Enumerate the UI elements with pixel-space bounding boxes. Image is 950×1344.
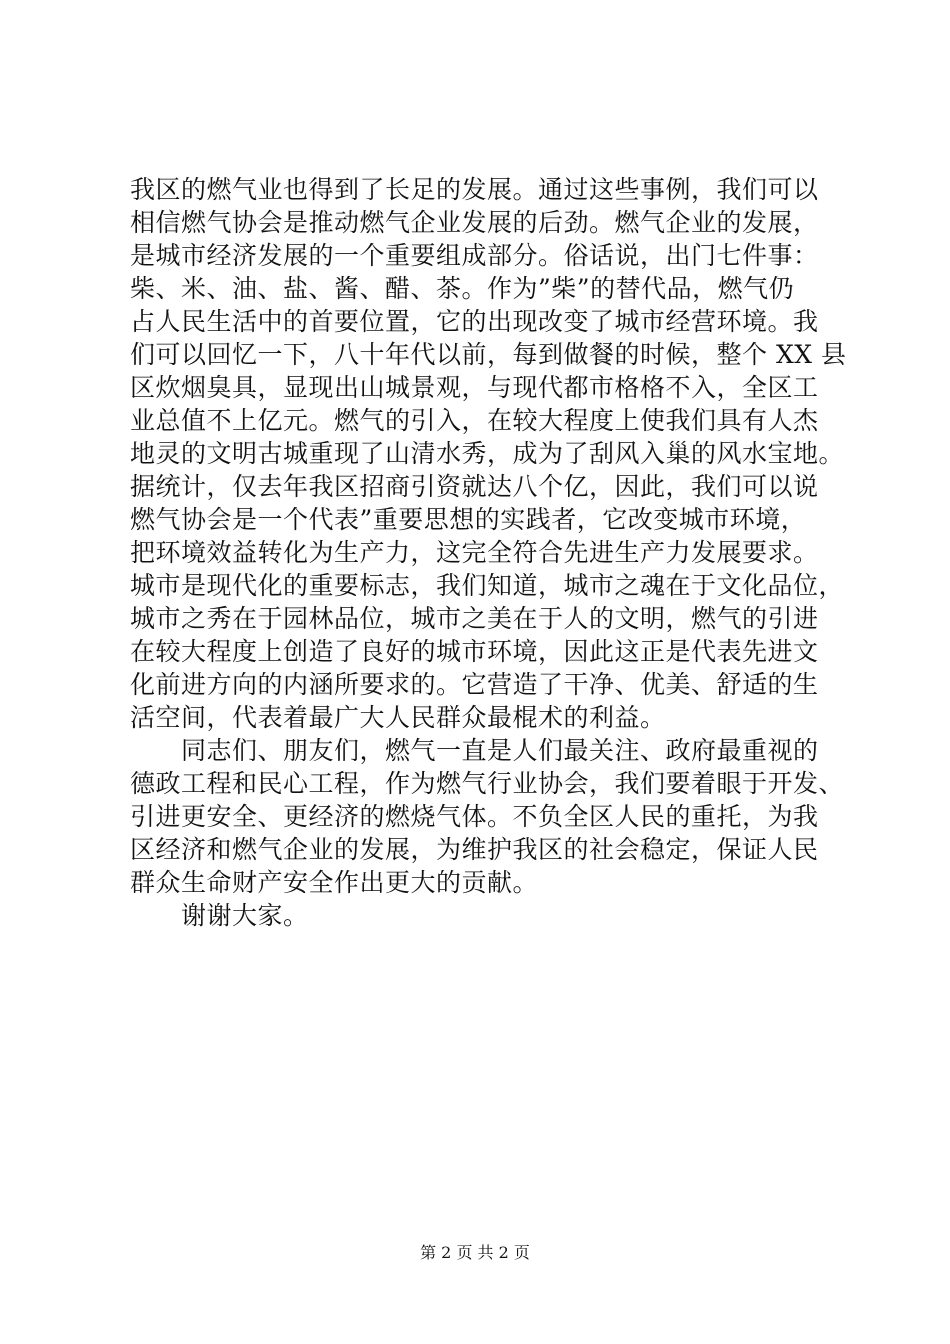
text-line: 是城市经济发展的一个重要组成部分。俗话说，出门七件事： [130,241,819,270]
page-number-label: 第 2 页 共 2 页 [420,1243,530,1262]
text-line: 活空间，代表着最广大人民群众最棍术的利益。 [130,703,666,732]
text-line: 德政工程和民心工程，作为燃气行业协会，我们要着眼于开发、 [130,769,845,798]
text-line: 相信燃气协会是推动燃气企业发展的后劲。燃气企业的发展， [130,208,819,237]
text-line: 同志们、朋友们，燃气一直是人们最关注、政府最重视的 [130,736,819,765]
text-line: 燃气协会是一个代表”重要思想的实践者，它改变城市环境， [130,505,807,534]
text-line: 区炊烟臭具，显现出山城景观，与现代都市格格不入，全区工 [130,373,819,402]
text-line: 我区的燃气业也得到了长足的发展。通过这些事例，我们可以 [130,175,819,204]
text-line: 占人民生活中的首要位置，它的出现改变了城市经营环境。我 [130,307,819,336]
text-line: 化前进方向的内涵所要求的。它营造了干净、优美、舒适的生 [130,670,819,699]
text-line: 群众生命财产安全作出更大的贡献。 [130,868,539,897]
text-line: 引进更安全、更经济的燃烧气体。不负全区人民的重托，为我 [130,802,819,831]
page-footer [0,1241,950,1265]
text-line: 们可以回忆一下，八十年代以前，每到做餐的时候，整个 XX 县 [130,340,847,369]
text-line: 城市是现代化的重要标志，我们知道，城市之魂在于文化品位， [130,571,845,600]
text-line: 据统计，仅去年我区招商引资就达八个亿，因此，我们可以说 [130,472,819,501]
body-text [130,173,847,932]
text-line: 柴、米、油、盐、酱、醋、茶。作为”柴”的替代品，燃气仍 [130,274,795,303]
text-line: 区经济和燃气企业的发展，为维护我区的社会稳定，保证人民 [130,835,819,864]
text-line: 谢谢大家。 [130,901,309,930]
text-line: 地灵的文明古城重现了山清水秀，成为了刮风入巢的风水宝地。 [130,439,845,468]
text-line: 在较大程度上创造了良好的城市环境，因此这正是代表先进文 [130,637,819,666]
text-line: 把环境效益转化为生产力，这完全符合先进生产力发展要求。 [130,538,819,567]
text-line: 业总值不上亿元。燃气的引入，在较大程度上使我们具有人杰 [130,406,819,435]
text-line: 城市之秀在于园林品位，城市之美在于人的文明，燃气的引进 [130,604,819,633]
